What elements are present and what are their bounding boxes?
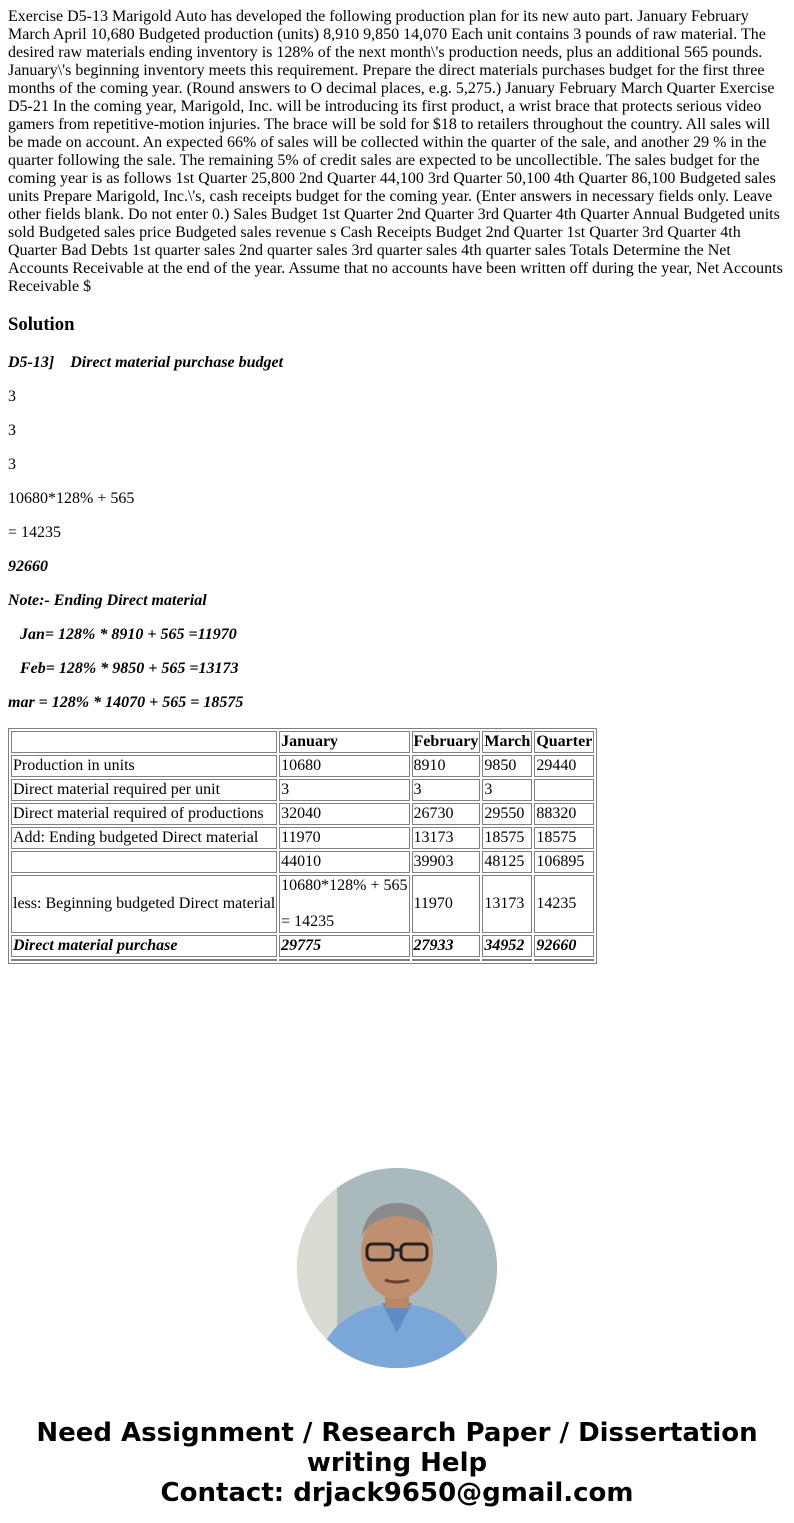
- formula-result: = 14235: [281, 913, 335, 930]
- solution-line: 3: [8, 388, 16, 405]
- cell: 11970: [279, 827, 409, 849]
- cell: 18575: [534, 827, 594, 849]
- footer-contact: [8, 1418, 786, 1508]
- solution-heading: Solution: [8, 314, 75, 335]
- cell: 29775: [279, 935, 409, 957]
- cell: 32040: [279, 803, 409, 825]
- table-row: [11, 779, 594, 801]
- cell: 88320: [534, 803, 594, 825]
- cell: 13173: [412, 827, 481, 849]
- solution-total: 92660: [8, 558, 48, 575]
- cell: 3: [279, 779, 409, 801]
- cell: 27933: [412, 935, 481, 957]
- cell: 29440: [534, 755, 594, 777]
- cell: 34952: [482, 935, 532, 957]
- cell: [11, 959, 277, 961]
- person-photo-icon: [297, 1168, 497, 1368]
- cell: [279, 875, 409, 933]
- cell: 39903: [412, 851, 481, 873]
- empty-row: [11, 959, 594, 961]
- cell: 8910: [412, 755, 481, 777]
- note-line: mar = 128% * 14070 + 565 = 18575: [8, 694, 244, 711]
- table-row: [11, 827, 594, 849]
- solution-line: 10680*128% + 565: [8, 490, 135, 507]
- cell: 29550: [482, 803, 532, 825]
- budget-title: D5-13] Direct material purchase budget: [8, 354, 284, 371]
- author-avatar: [297, 1168, 497, 1368]
- cell: [412, 959, 481, 961]
- purchase-budget-table: [8, 728, 597, 964]
- cell: 11970: [412, 875, 481, 933]
- table-header-row: [11, 731, 594, 753]
- header-cell: [11, 731, 277, 753]
- table-row: [11, 875, 594, 933]
- cell: 13173: [482, 875, 532, 933]
- footer-email: Contact: drjack9650@gmail.com: [160, 1478, 634, 1508]
- table-row: [11, 803, 594, 825]
- note-line: Feb= 128% * 9850 + 565 =13173: [20, 660, 239, 677]
- header-cell: Quarter: [534, 731, 594, 753]
- note-heading: Note:- Ending Direct material: [8, 592, 207, 609]
- cell: Direct material required of productions: [11, 803, 277, 825]
- header-cell: March: [482, 731, 532, 753]
- cell: [482, 959, 532, 961]
- cell: [534, 779, 594, 801]
- solution-line: = 14235: [8, 524, 62, 541]
- cell: [279, 959, 409, 961]
- table-row: [11, 851, 594, 873]
- cell: [11, 851, 277, 873]
- cell: [534, 959, 594, 961]
- cell: 3: [412, 779, 481, 801]
- cell: 9850: [482, 755, 532, 777]
- cell: less: Beginning budgeted Direct material: [11, 875, 277, 933]
- header-cell: January: [279, 731, 409, 753]
- formula-line: 10680*128% + 565: [281, 877, 408, 894]
- table-total-row: [11, 935, 594, 957]
- cell: 92660: [534, 935, 594, 957]
- table-row: [11, 755, 594, 777]
- cell: Add: Ending budgeted Direct material: [11, 827, 277, 849]
- header-cell: February: [412, 731, 481, 753]
- cell: Production in units: [11, 755, 277, 777]
- cell: 106895: [534, 851, 594, 873]
- cell: Direct material purchase: [11, 935, 277, 957]
- cell: 44010: [279, 851, 409, 873]
- cell: 14235: [534, 875, 594, 933]
- note-line: Jan= 128% * 8910 + 565 =11970: [20, 626, 237, 643]
- cell: 48125: [482, 851, 532, 873]
- footer-help-text: Need Assignment / Research Paper / Dissertation writing Help: [36, 1418, 758, 1478]
- solution-line: 3: [8, 422, 16, 439]
- cell: 26730: [412, 803, 481, 825]
- cell: 3: [482, 779, 532, 801]
- question-text: Exercise D5-13 Marigold Auto has developed the following production plan for its new auto part. January February March April 10,680 Budgeted production (units) 8,910 9,850 14,070 Each unit contains 3 pounds of raw material. The desired raw materials ending inventory is 128% of the next month\'s production needs, plus an additional 565 pounds. January\'s beginning inventory meets this requirement. Prepare the direct materials purchases budget for the first three months of the coming year. (Round answers to O decimal places, e.g. 5,275.) January February March Quarter Exercise D5-21 In the coming year, Marigold, Inc. will be introducing its first product, a wrist brace that protects serious video gamers from repetitive-motion injuries. The brace will be sold for $18 to retailers throughout the country. All sales will be made on account. An expected 66% of sales will be collected within the quarter of the sale, and another 29 % in the quarter following the sale. The remaining 5% of credit sales are expected to be uncollectible. The sales budget for the coming year is as follows 1st Quarter 25,800 2nd Quarter 44,100 3rd Quarter 50,100 4th Quarter 86,100 Budgeted sales units Prepare Marigold, Inc.\'s, cash receipts budget for the coming year. (Enter answers in necessary fields only. Leave other fields blank. Do not enter 0.) Sales Budget 1st Quarter 2nd Quarter 3rd Quarter 4th Quarter Annual Budgeted units sold Budgeted sales price Budgeted sales revenue s Cash Receipts Budget 2nd Quarter 1st Quarter 3rd Quarter 4th Quarter Bad Debts 1st quarter sales 2nd quarter sales 3rd quarter sales 4th quarter sales Totals Determine the Net Accounts Receivable at the end of the year. Assume that no accounts have been written off during the year, Net Accounts Receivable $: [8, 8, 783, 295]
- cell: 18575: [482, 827, 532, 849]
- cell: Direct material required per unit: [11, 779, 277, 801]
- cell: 10680: [279, 755, 409, 777]
- solution-line: 3: [8, 456, 16, 473]
